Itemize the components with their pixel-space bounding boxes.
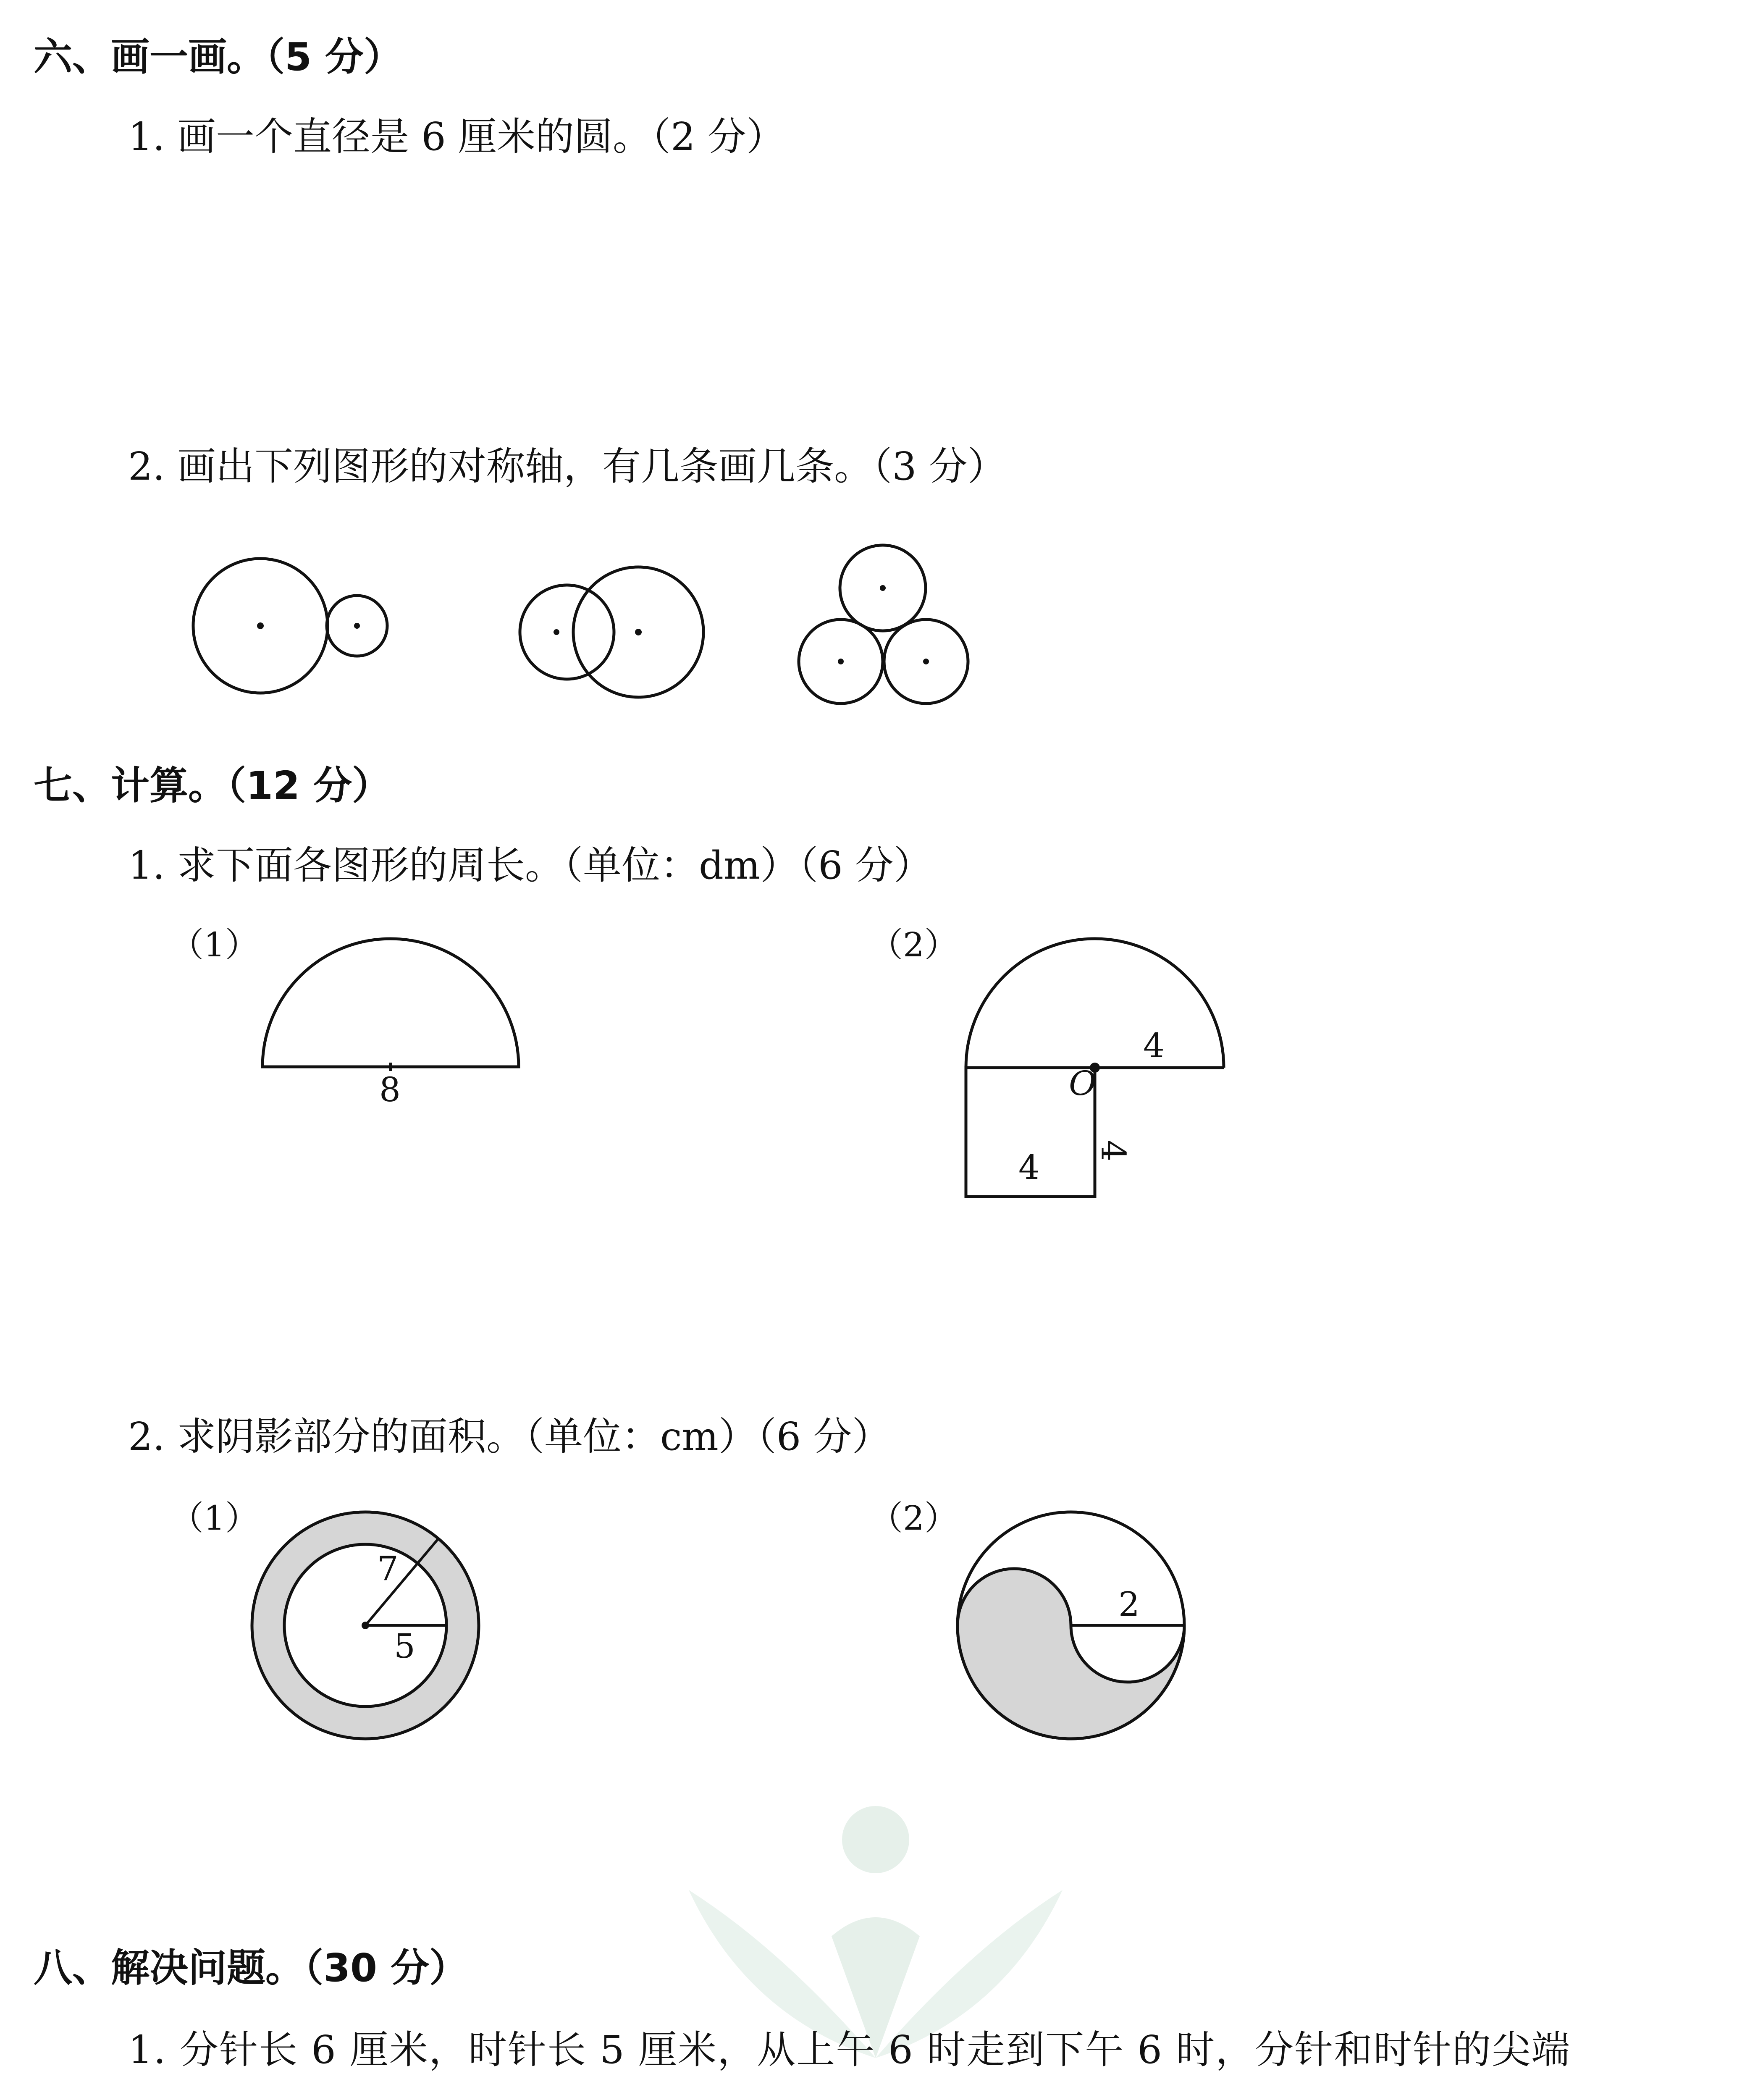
semicircle-square-figure — [953, 937, 1243, 1205]
ring-center — [362, 1622, 369, 1629]
left-circle — [520, 585, 614, 679]
left-circle-center — [554, 629, 559, 635]
semicircle-outline — [262, 939, 519, 1067]
symmetry-figure-overlapping-circles — [517, 554, 714, 706]
section6-title: 六、画一画。（5 分） — [34, 34, 403, 79]
ring-figure — [248, 1508, 483, 1743]
bottom-left-circle-center — [838, 659, 844, 664]
section7-q1: 1. 求下面各图形的周长。（单位：dm）（6 分） — [128, 843, 932, 888]
semicircle-diameter-label: 8 — [379, 1070, 401, 1109]
top-circle-center — [880, 585, 886, 591]
section7-title: 七、计算。（12 分） — [34, 763, 391, 808]
yinyang-radius-label: 2 — [1118, 1585, 1140, 1624]
s7q1-fig2-bottom-label: 4 — [1018, 1148, 1040, 1187]
symmetry-figure-three-circles — [790, 538, 983, 714]
s7q2-fig2-label: （2） — [869, 1499, 958, 1538]
section8-title: 八、解决问题。（30 分） — [34, 1945, 468, 1990]
semicircle-outline — [966, 939, 1224, 1068]
right-circle-center — [635, 629, 642, 635]
ring-inner-radius-label: 5 — [394, 1627, 415, 1666]
small-circle-center — [354, 623, 360, 629]
bottom-right-circle-center — [923, 659, 929, 664]
section6-q1: 1. 画一个直径是 6 厘米的圆。（2 分） — [128, 114, 785, 159]
section6-q2: 2. 画出下列图形的对称轴，有几条画几条。（3 分） — [128, 444, 1006, 489]
s7q1-fig2-radius-label: 4 — [1143, 1026, 1165, 1065]
section8-q1-line1: 1. 分针长 6 厘米，时针长 5 厘米，从上午 6 时走到下午 6 时，分针和时针的尖端 — [128, 2027, 1571, 2072]
section7-q2: 2. 求阴影部分的面积。（单位：cm）（6 分） — [128, 1414, 891, 1459]
yinyang-figure — [953, 1508, 1189, 1743]
ring-outer-radius-label: 7 — [377, 1549, 399, 1588]
s7q1-fig2-center-label: O — [1069, 1064, 1097, 1103]
symmetry-figure-two-circles — [185, 550, 403, 701]
s7q2-fig1-label: （1） — [170, 1499, 259, 1538]
s7q1-fig2-side-label: 4 — [1094, 1140, 1133, 1162]
s7q1-fig1-label: （1） — [170, 925, 259, 964]
large-circle-center — [257, 622, 264, 629]
s7q1-fig2-label: （2） — [869, 925, 958, 964]
